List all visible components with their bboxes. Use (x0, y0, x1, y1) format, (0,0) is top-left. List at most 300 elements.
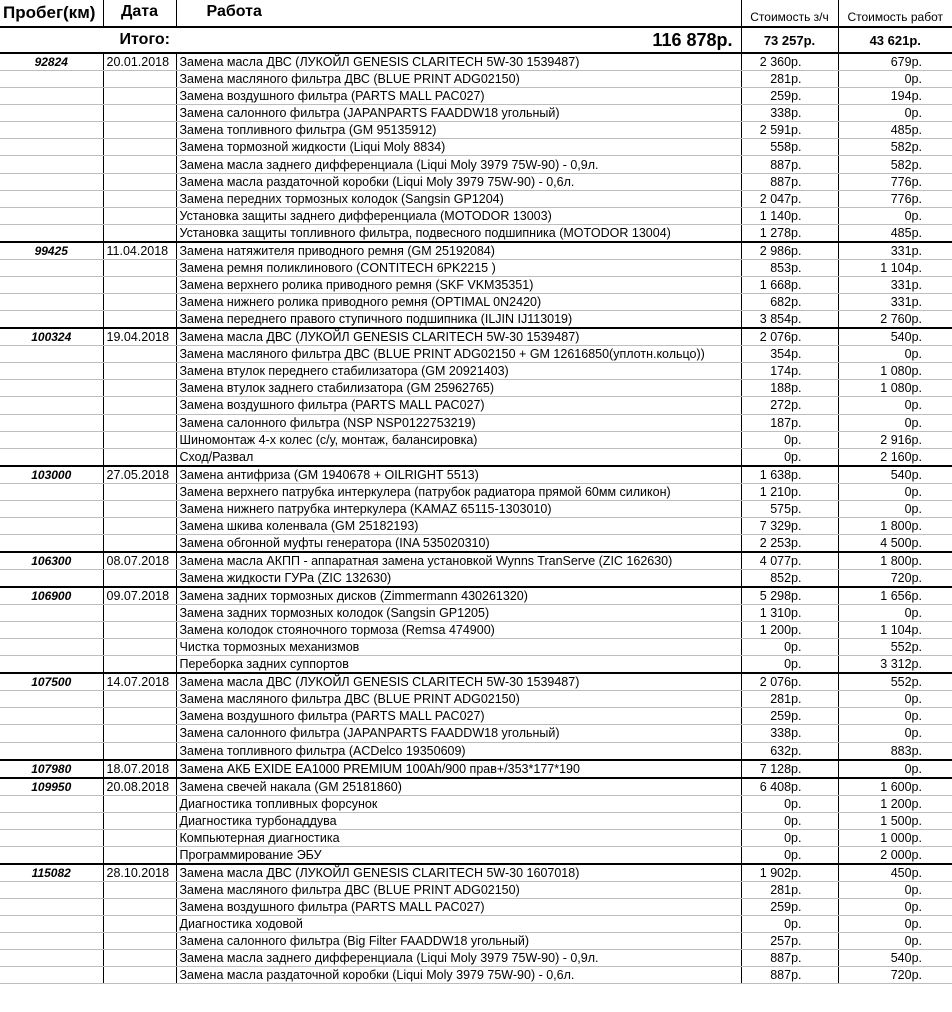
cell-work: Замена шкива коленвала (GM 25182193) (176, 517, 741, 534)
table-row (0, 552, 952, 570)
cell-work: Замена обгонной муфты генератора (INA 535020310) (176, 534, 741, 552)
table-row (0, 53, 952, 71)
cell-date (103, 500, 176, 517)
table-row (0, 328, 952, 346)
cell-parts-cost: 682р. (741, 294, 838, 311)
cell-date (103, 431, 176, 448)
cell-date (103, 414, 176, 431)
cell-labor-cost: 552р. (838, 673, 952, 691)
cell-work: Диагностика турбонаддува (176, 812, 741, 829)
cell-mileage (0, 656, 103, 674)
cell-labor-cost: 1 800р. (838, 517, 952, 534)
cell-parts-cost: 2 076р. (741, 673, 838, 691)
cell-parts-cost: 4 077р. (741, 552, 838, 570)
cell-work: Замена нижнего ролика приводного ремня (OPTIMAL 0N2420) (176, 294, 741, 311)
cell-labor-cost: 331р. (838, 276, 952, 293)
cell-work: Замена задних тормозных дисков (Zimmermann 430261320) (176, 587, 741, 605)
cell-work: Замена масла АКПП - аппаратная замена установкой Wynns TranServe (ZIC 162630) (176, 552, 741, 570)
cell-date (103, 190, 176, 207)
cell-work: Замена салонного фильтра (Big Filter FAADDW18 угольный) (176, 933, 741, 950)
cell-work: Замена втулок переднего стабилизатора (GM 20921403) (176, 363, 741, 380)
cell-mileage (0, 742, 103, 760)
cell-date (103, 881, 176, 898)
table-row (0, 569, 952, 587)
cell-labor-cost: 0р. (838, 414, 952, 431)
cell-work: Замена натяжителя приводного ремня (GM 25192084) (176, 242, 741, 260)
cell-mileage (0, 380, 103, 397)
cell-labor-cost: 0р. (838, 71, 952, 88)
cell-labor-cost: 720р. (838, 569, 952, 587)
cell-parts-cost: 188р. (741, 380, 838, 397)
cell-parts-cost: 281р. (741, 71, 838, 88)
cell-date: 20.01.2018 (103, 53, 176, 71)
cell-date (103, 708, 176, 725)
cell-labor-cost: 194р. (838, 88, 952, 105)
header-parts-cost: Стоимость з/ч (741, 0, 838, 27)
cell-parts-cost: 174р. (741, 363, 838, 380)
cell-labor-cost: 540р. (838, 328, 952, 346)
cell-mileage (0, 173, 103, 190)
cell-parts-cost: 1 278р. (741, 224, 838, 242)
cell-work: Замена воздушного фильтра (PARTS MALL PAC027) (176, 708, 741, 725)
table-row (0, 950, 952, 967)
cell-work: Замена антифриза (GM 1940678 + OILRIGHT 5513) (176, 466, 741, 484)
cell-parts-cost: 5 298р. (741, 587, 838, 605)
cell-labor-cost: 776р. (838, 173, 952, 190)
cell-parts-cost: 1 210р. (741, 483, 838, 500)
cell-work: Замена воздушного фильтра (PARTS MALL PAC027) (176, 898, 741, 915)
cell-mileage: 106900 (0, 587, 103, 605)
cell-work: Диагностика топливных форсунок (176, 795, 741, 812)
cell-labor-cost: 1 600р. (838, 778, 952, 796)
cell-labor-cost: 1 080р. (838, 380, 952, 397)
cell-date (103, 259, 176, 276)
cell-work: Замена воздушного фильтра (PARTS MALL PAC027) (176, 88, 741, 105)
cell-date (103, 950, 176, 967)
cell-date (103, 483, 176, 500)
cell-work: Замена переднего правого ступичного подшипника (ILJIN IJ113019) (176, 311, 741, 329)
cell-labor-cost: 1 800р. (838, 552, 952, 570)
cell-work: Замена жидкости ГУРа (ZIC 132630) (176, 569, 741, 587)
cell-parts-cost: 0р. (741, 795, 838, 812)
cell-parts-cost: 259р. (741, 898, 838, 915)
cell-work: Установка защиты топливного фильтра, подвесного подшипника (MOTODOR 13004) (176, 224, 741, 242)
totals-grand: 116 878р. (176, 27, 741, 53)
cell-labor-cost: 582р. (838, 139, 952, 156)
table-row (0, 122, 952, 139)
cell-mileage: 99425 (0, 242, 103, 260)
cell-labor-cost: 0р. (838, 604, 952, 621)
header-mileage: Пробег(км) (0, 0, 103, 27)
cell-labor-cost: 1 656р. (838, 587, 952, 605)
cell-date: 18.07.2018 (103, 760, 176, 778)
cell-labor-cost: 0р. (838, 346, 952, 363)
cell-mileage (0, 294, 103, 311)
cell-work: Замена масла заднего дифференциала (Liqui Moly 3979 75W-90) - 0,9л. (176, 950, 741, 967)
cell-mileage (0, 311, 103, 329)
cell-labor-cost: 1 000р. (838, 829, 952, 846)
cell-labor-cost: 2 160р. (838, 448, 952, 466)
cell-work: Замена масла раздаточной коробки (Liqui Moly 3979 75W-90) - 0,6л. (176, 173, 741, 190)
cell-work: Замена колодок стояночного тормоза (Remsa 474900) (176, 622, 741, 639)
cell-date (103, 534, 176, 552)
cell-work: Замена масляного фильтра ДВС (BLUE PRINT ADG02150) (176, 71, 741, 88)
cell-date: 09.07.2018 (103, 587, 176, 605)
table-row (0, 587, 952, 605)
cell-mileage (0, 156, 103, 173)
cell-parts-cost: 272р. (741, 397, 838, 414)
cell-work: Компьютерная диагностика (176, 829, 741, 846)
cell-date (103, 933, 176, 950)
cell-parts-cost: 1 638р. (741, 466, 838, 484)
cell-mileage (0, 795, 103, 812)
cell-mileage (0, 846, 103, 864)
cell-parts-cost: 2 986р. (741, 242, 838, 260)
cell-parts-cost: 2 047р. (741, 190, 838, 207)
cell-work: Замена АКБ EXIDE EA1000 PREMIUM 100Ah/900 прав+/353*177*190 (176, 760, 741, 778)
cell-parts-cost: 3 854р. (741, 311, 838, 329)
cell-parts-cost: 0р. (741, 916, 838, 933)
cell-parts-cost: 1 902р. (741, 864, 838, 882)
cell-labor-cost: 485р. (838, 224, 952, 242)
cell-mileage (0, 967, 103, 984)
cell-parts-cost: 887р. (741, 156, 838, 173)
cell-mileage (0, 88, 103, 105)
table-row (0, 812, 952, 829)
table-row (0, 656, 952, 674)
cell-labor-cost: 0р. (838, 207, 952, 224)
cell-labor-cost: 720р. (838, 967, 952, 984)
cell-labor-cost: 0р. (838, 105, 952, 122)
cell-work: Замена нижнего патрубка интеркулера (KAMAZ 65115-1303010) (176, 500, 741, 517)
cell-parts-cost: 1 140р. (741, 207, 838, 224)
cell-labor-cost: 0р. (838, 691, 952, 708)
cell-mileage (0, 224, 103, 242)
cell-date (103, 397, 176, 414)
table-row (0, 224, 952, 242)
cell-date (103, 742, 176, 760)
cell-date (103, 88, 176, 105)
cell-labor-cost: 0р. (838, 708, 952, 725)
cell-date (103, 173, 176, 190)
header-labor-cost: Стоимость работ (838, 0, 952, 27)
cell-parts-cost: 0р. (741, 656, 838, 674)
cell-mileage (0, 604, 103, 621)
table-row (0, 483, 952, 500)
cell-labor-cost: 0р. (838, 916, 952, 933)
cell-parts-cost: 1 668р. (741, 276, 838, 293)
cell-labor-cost: 552р. (838, 639, 952, 656)
cell-parts-cost: 0р. (741, 846, 838, 864)
cell-work: Замена масла заднего дифференциала (Liqui Moly 3979 75W-90) - 0,9л. (176, 156, 741, 173)
cell-date (103, 846, 176, 864)
cell-mileage (0, 950, 103, 967)
table-row (0, 778, 952, 796)
cell-date (103, 967, 176, 984)
cell-date (103, 795, 176, 812)
cell-parts-cost: 338р. (741, 725, 838, 742)
table-row (0, 639, 952, 656)
cell-mileage (0, 639, 103, 656)
cell-date (103, 71, 176, 88)
table-row (0, 448, 952, 466)
table-row (0, 604, 952, 621)
cell-parts-cost: 1 200р. (741, 622, 838, 639)
table-row (0, 829, 952, 846)
cell-mileage (0, 534, 103, 552)
cell-mileage: 109950 (0, 778, 103, 796)
cell-mileage (0, 569, 103, 587)
cell-date (103, 517, 176, 534)
cell-labor-cost: 0р. (838, 725, 952, 742)
cell-labor-cost: 1 080р. (838, 363, 952, 380)
cell-date: 11.04.2018 (103, 242, 176, 260)
cell-mileage: 107500 (0, 673, 103, 691)
cell-parts-cost: 0р. (741, 812, 838, 829)
cell-parts-cost: 632р. (741, 742, 838, 760)
header-row (0, 0, 952, 27)
cell-parts-cost: 0р. (741, 431, 838, 448)
cell-parts-cost: 281р. (741, 881, 838, 898)
cell-date: 14.07.2018 (103, 673, 176, 691)
cell-date (103, 448, 176, 466)
cell-parts-cost: 2 360р. (741, 53, 838, 71)
cell-parts-cost: 887р. (741, 173, 838, 190)
cell-parts-cost: 852р. (741, 569, 838, 587)
cell-mileage (0, 829, 103, 846)
cell-work: Диагностика ходовой (176, 916, 741, 933)
cell-date (103, 276, 176, 293)
cell-work: Замена топливного фильтра (ACDelco 19350609) (176, 742, 741, 760)
table-row (0, 242, 952, 260)
cell-parts-cost: 0р. (741, 829, 838, 846)
cell-date: 27.05.2018 (103, 466, 176, 484)
cell-mileage (0, 916, 103, 933)
cell-work: Чистка тормозных механизмов (176, 639, 741, 656)
cell-date (103, 294, 176, 311)
cell-work: Установка защиты заднего дифференциала (MOTODOR 13003) (176, 207, 741, 224)
cell-parts-cost: 2 076р. (741, 328, 838, 346)
cell-mileage: 92824 (0, 53, 103, 71)
table-row (0, 500, 952, 517)
cell-date (103, 725, 176, 742)
totals-labor: 43 621р. (838, 27, 952, 53)
table-row (0, 673, 952, 691)
cell-labor-cost: 540р. (838, 466, 952, 484)
table-row (0, 363, 952, 380)
cell-date: 08.07.2018 (103, 552, 176, 570)
table-row (0, 276, 952, 293)
table-row (0, 517, 952, 534)
table-row (0, 207, 952, 224)
cell-labor-cost: 2 916р. (838, 431, 952, 448)
cell-mileage (0, 517, 103, 534)
cell-work: Замена верхнего патрубка интеркулера (патрубок радиатора прямой 60мм силикон) (176, 483, 741, 500)
cell-labor-cost: 0р. (838, 483, 952, 500)
table-row (0, 725, 952, 742)
cell-date (103, 139, 176, 156)
cell-mileage: 106300 (0, 552, 103, 570)
cell-date (103, 105, 176, 122)
table-row (0, 397, 952, 414)
table-row (0, 346, 952, 363)
cell-work: Переборка задних суппортов (176, 656, 741, 674)
cell-work: Замена верхнего ролика приводного ремня (SKF VKM35351) (176, 276, 741, 293)
cell-mileage (0, 71, 103, 88)
table-row (0, 466, 952, 484)
cell-mileage (0, 708, 103, 725)
cell-work: Замена втулок заднего стабилизатора (GM 25962765) (176, 380, 741, 397)
cell-mileage (0, 622, 103, 639)
cell-labor-cost: 2 760р. (838, 311, 952, 329)
cell-mileage (0, 500, 103, 517)
cell-mileage (0, 414, 103, 431)
cell-labor-cost: 0р. (838, 397, 952, 414)
cell-mileage (0, 483, 103, 500)
cell-parts-cost: 887р. (741, 967, 838, 984)
cell-parts-cost: 0р. (741, 639, 838, 656)
cell-mileage: 115082 (0, 864, 103, 882)
cell-date (103, 812, 176, 829)
cell-mileage (0, 397, 103, 414)
table-row (0, 311, 952, 329)
cell-work: Замена тормозной жидкости (Liqui Moly 8834) (176, 139, 741, 156)
cell-parts-cost: 853р. (741, 259, 838, 276)
cell-parts-cost: 7 329р. (741, 517, 838, 534)
table-row (0, 105, 952, 122)
cell-parts-cost: 257р. (741, 933, 838, 950)
cell-date (103, 207, 176, 224)
cell-labor-cost: 485р. (838, 122, 952, 139)
cell-parts-cost: 354р. (741, 346, 838, 363)
cell-date (103, 622, 176, 639)
cell-work: Замена масла ДВС (ЛУКОЙЛ GENESIS CLARITECH 5W-30 1539487) (176, 53, 741, 71)
cell-labor-cost: 0р. (838, 898, 952, 915)
cell-date (103, 156, 176, 173)
table-row (0, 916, 952, 933)
cell-mileage (0, 448, 103, 466)
table-row (0, 622, 952, 639)
cell-work: Замена масляного фильтра ДВС (BLUE PRINT ADG02150) (176, 881, 741, 898)
table-row (0, 259, 952, 276)
cell-labor-cost: 450р. (838, 864, 952, 882)
cell-work: Замена топливного фильтра (GM 95135912) (176, 122, 741, 139)
cell-labor-cost: 331р. (838, 242, 952, 260)
service-log-body (0, 53, 952, 984)
cell-parts-cost: 0р. (741, 448, 838, 466)
table-row (0, 795, 952, 812)
cell-mileage (0, 276, 103, 293)
cell-work: Замена салонного фильтра (JAPANPARTS FAADDW18 угольный) (176, 725, 741, 742)
cell-work: Замена масляного фильтра ДВС (BLUE PRINT ADG02150) (176, 691, 741, 708)
cell-work: Сход/Развал (176, 448, 741, 466)
cell-parts-cost: 6 408р. (741, 778, 838, 796)
cell-mileage (0, 139, 103, 156)
cell-work: Замена масла ДВС (ЛУКОЙЛ GENESIS CLARITECH 5W-30 1539487) (176, 673, 741, 691)
cell-work: Замена ремня поликлинового (CONTITECH 6PK2215 ) (176, 259, 741, 276)
cell-parts-cost: 558р. (741, 139, 838, 156)
cell-parts-cost: 281р. (741, 691, 838, 708)
cell-labor-cost: 1 104р. (838, 259, 952, 276)
cell-labor-cost: 0р. (838, 933, 952, 950)
cell-work: Замена передних тормозных колодок (Sangsin GP1204) (176, 190, 741, 207)
cell-parts-cost: 187р. (741, 414, 838, 431)
cell-work: Замена салонного фильтра (JAPANPARTS FAADDW18 угольный) (176, 105, 741, 122)
cell-date (103, 122, 176, 139)
cell-labor-cost: 4 500р. (838, 534, 952, 552)
table-row (0, 967, 952, 984)
cell-labor-cost: 1 500р. (838, 812, 952, 829)
cell-labor-cost: 3 312р. (838, 656, 952, 674)
cell-work: Замена масла ДВС (ЛУКОЙЛ GENESIS CLARITECH 5W-30 1539487) (176, 328, 741, 346)
cell-mileage (0, 431, 103, 448)
table-row (0, 88, 952, 105)
cell-mileage (0, 898, 103, 915)
cell-work: Программирование ЭБУ (176, 846, 741, 864)
cell-work: Шиномонтаж 4-х колес (с/у, монтаж, балансировка) (176, 431, 741, 448)
cell-work: Замена свечей накала (GM 25181860) (176, 778, 741, 796)
totals-parts: 73 257р. (741, 27, 838, 53)
cell-mileage (0, 190, 103, 207)
cell-parts-cost: 575р. (741, 500, 838, 517)
cell-mileage (0, 105, 103, 122)
table-row (0, 190, 952, 207)
cell-work: Замена задних тормозных колодок (Sangsin GP1205) (176, 604, 741, 621)
cell-mileage: 107980 (0, 760, 103, 778)
table-row (0, 156, 952, 173)
cell-labor-cost: 1 200р. (838, 795, 952, 812)
cell-parts-cost: 259р. (741, 708, 838, 725)
totals-label: Итого: (0, 27, 176, 53)
cell-date (103, 380, 176, 397)
cell-work: Замена воздушного фильтра (PARTS MALL PAC027) (176, 397, 741, 414)
cell-date (103, 604, 176, 621)
table-row (0, 864, 952, 882)
cell-mileage (0, 346, 103, 363)
cell-date: 28.10.2018 (103, 864, 176, 882)
totals-row (0, 27, 952, 53)
cell-labor-cost: 1 104р. (838, 622, 952, 639)
table-row (0, 173, 952, 190)
cell-date (103, 916, 176, 933)
table-row (0, 708, 952, 725)
table-row (0, 760, 952, 778)
cell-date (103, 656, 176, 674)
cell-work: Замена масляного фильтра ДВС (BLUE PRINT ADG02150 + GM 12616850(уплотн.кольцо)) (176, 346, 741, 363)
cell-mileage (0, 812, 103, 829)
header-date: Дата (103, 0, 176, 27)
table-row (0, 380, 952, 397)
cell-labor-cost: 883р. (838, 742, 952, 760)
cell-date (103, 363, 176, 380)
cell-parts-cost: 7 128р. (741, 760, 838, 778)
cell-mileage: 100324 (0, 328, 103, 346)
cell-parts-cost: 2 253р. (741, 534, 838, 552)
table-row (0, 534, 952, 552)
cell-labor-cost: 2 000р. (838, 846, 952, 864)
cell-work: Замена салонного фильтра (NSP NSP0122753219) (176, 414, 741, 431)
cell-labor-cost: 331р. (838, 294, 952, 311)
cell-date: 20.08.2018 (103, 778, 176, 796)
cell-date (103, 569, 176, 587)
cell-parts-cost: 259р. (741, 88, 838, 105)
cell-labor-cost: 0р. (838, 760, 952, 778)
cell-date (103, 224, 176, 242)
cell-labor-cost: 776р. (838, 190, 952, 207)
table-row (0, 881, 952, 898)
cell-parts-cost: 2 591р. (741, 122, 838, 139)
cell-work: Замена масла раздаточной коробки (Liqui Moly 3979 75W-90) - 0,6л. (176, 967, 741, 984)
